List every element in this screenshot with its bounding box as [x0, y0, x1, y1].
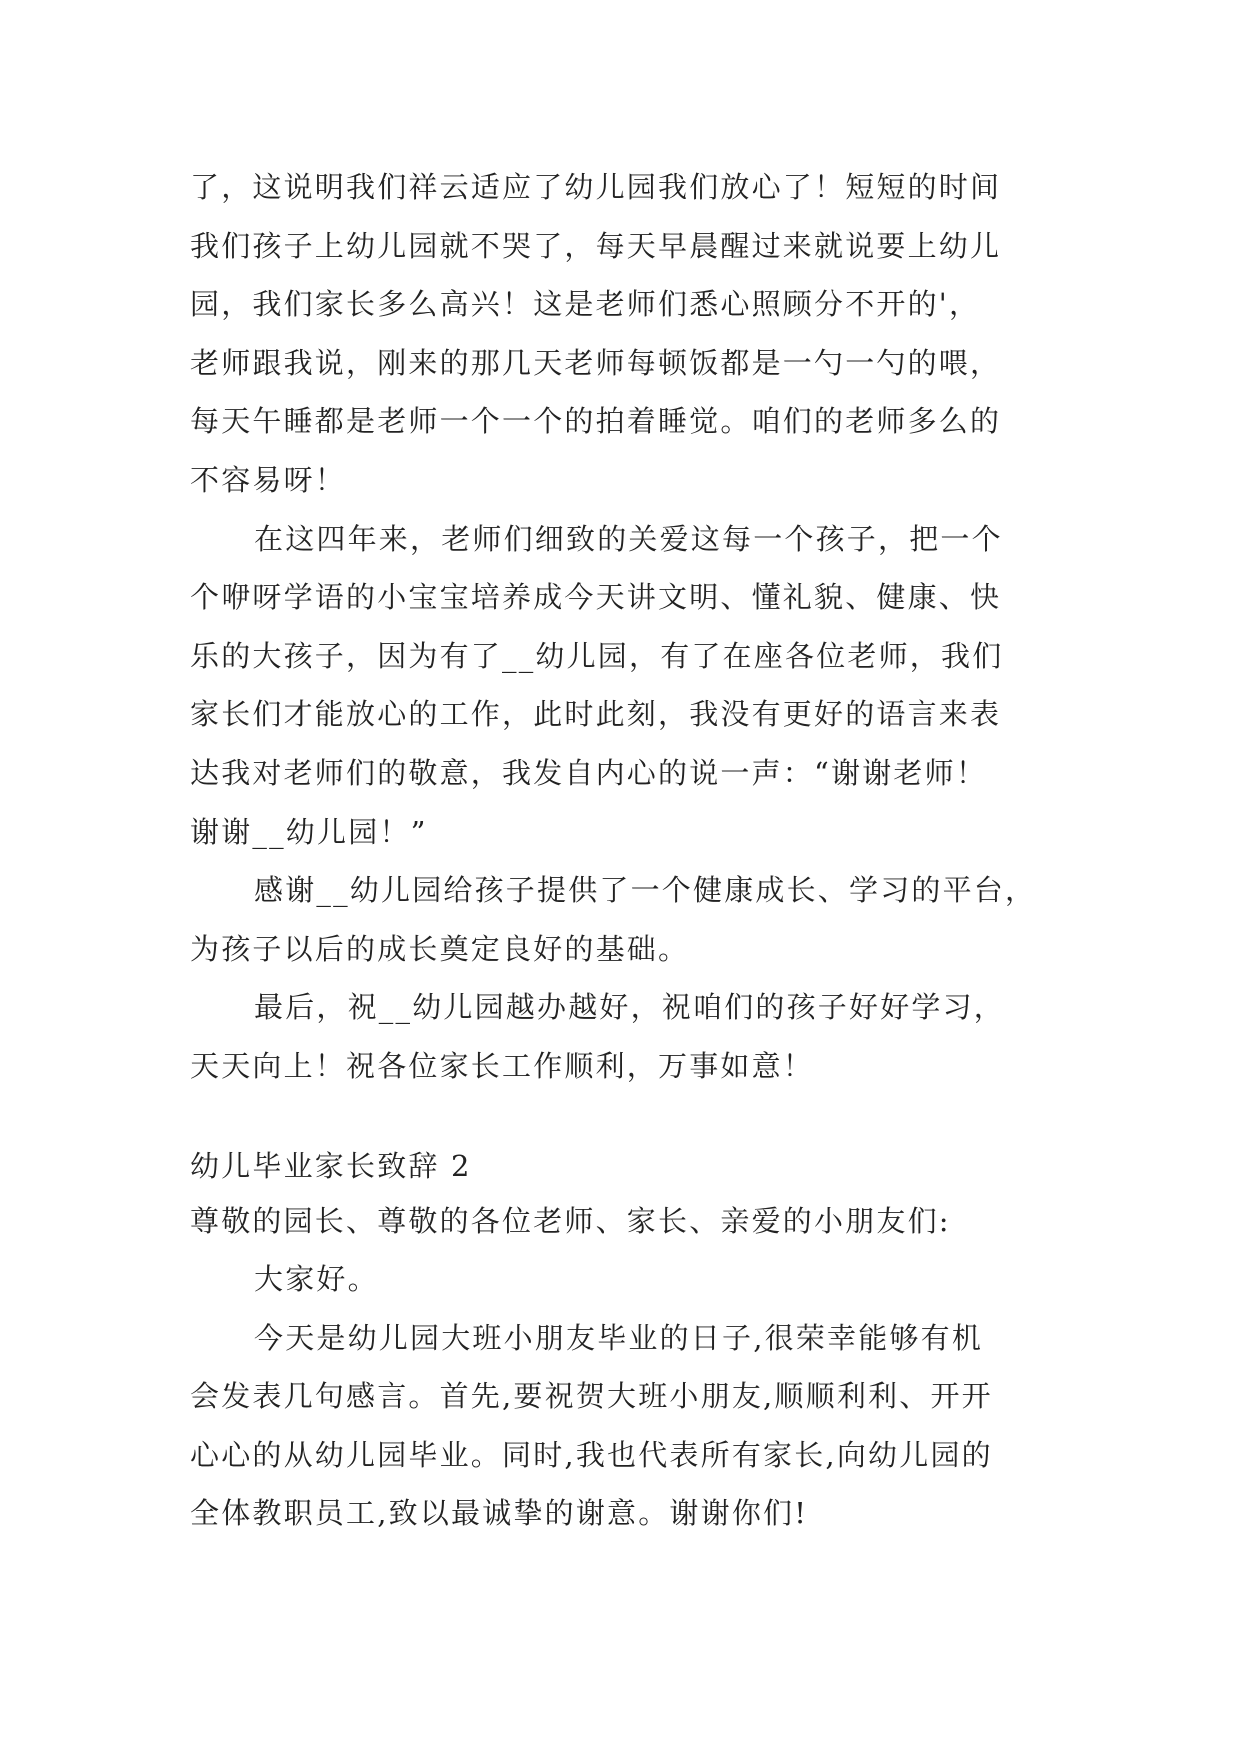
text-line: 为孩子以后的成长奠定良好的基础。 — [190, 931, 690, 966]
text-line: 园，我们家长多么高兴！这是老师们悉心照顾分不开的'， — [190, 287, 981, 322]
text-line: 家长们才能放心的工作，此时此刻，我没有更好的语言来表 — [190, 697, 1002, 732]
text-line: 会发表几句感言。首先,要祝贺大班小朋友,顺顺利利、开开 — [190, 1379, 993, 1414]
text-line: 最后，祝__幼儿园越办越好，祝咱们的孩子好好学习， — [254, 990, 1006, 1025]
text-line: 老师跟我说，刚来的那几天老师每顿饭都是一勺一勺的喂， — [190, 345, 1002, 380]
text-line: 个咿呀学语的小宝宝培养成今天讲文明、懂礼貌、健康、快 — [190, 580, 1002, 615]
document-body — [190, 158, 1050, 1543]
text-line: 达我对老师们的敬意，我发自内心的说一声：“谢谢老师！ — [190, 755, 988, 790]
text-line: 不容易呀！ — [190, 462, 347, 497]
text-line: 谢谢__幼儿园！” — [190, 814, 428, 849]
paragraph-graduation — [190, 1309, 1050, 1543]
text-line: 了，这说明我们祥云适应了幼儿园我们放心了！短短的时间 — [190, 170, 1002, 204]
paragraph-closing-wishes — [190, 978, 1050, 1095]
text-line: 我们孩子上幼儿园就不哭了，每天早晨醒过来就说要上幼儿 — [190, 228, 1002, 263]
text-line: 心心的从幼儿园毕业。同时,我也代表所有家长,向幼儿园的 — [190, 1437, 993, 1472]
paragraph-thanks-four-years — [190, 510, 1050, 862]
section-2 — [190, 1140, 1050, 1544]
text-line: 全体教职员工,致以最诚挚的谢意。谢谢你们! — [190, 1496, 809, 1531]
text-line: 感谢__幼儿园给孩子提供了一个健康成长、学习的平台， — [254, 873, 1037, 908]
paragraph-gratitude-platform — [190, 861, 1050, 978]
text-line: 每天午睡都是老师一个一个的拍着睡觉。咱们的老师多么的 — [190, 404, 1002, 439]
text-line: 天天向上！祝各位家长工作顺利，万事如意！ — [190, 1048, 815, 1083]
text-line: 乐的大孩子，因为有了__幼儿园，有了在座各位老师，我们 — [190, 638, 1004, 673]
text-line: 在这四年来，老师们细致的关爱这每一个孩子，把一个 — [254, 521, 1003, 556]
section-title: 幼儿毕业家长致辞 2 — [190, 1148, 472, 1183]
salutation: 尊敬的园长、尊敬的各位老师、家长、亲爱的小朋友们: — [190, 1203, 951, 1238]
text-line: 今天是幼儿园大班小朋友毕业的日子,很荣幸能够有机 — [254, 1320, 984, 1355]
greeting: 大家好。 — [254, 1262, 379, 1297]
paragraph-continued — [190, 158, 1050, 510]
